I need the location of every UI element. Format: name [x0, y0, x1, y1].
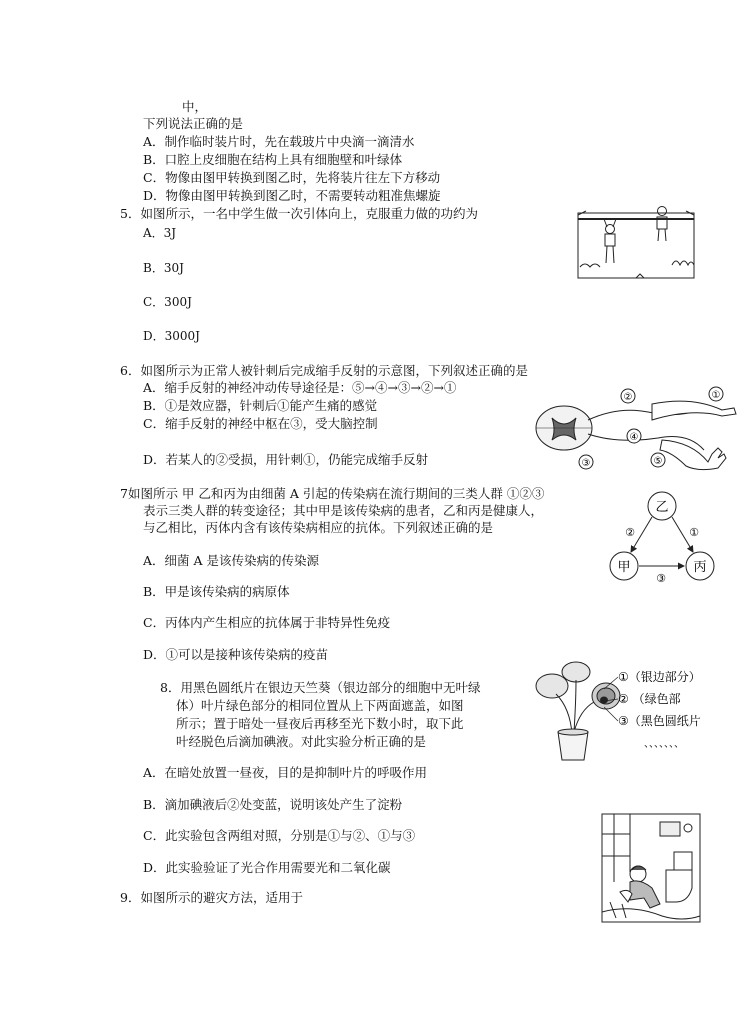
q6-option-c: C．缩手反射的神经中枢在③，受大脑控制 [143, 416, 378, 431]
disaster-shelter-illustration [600, 812, 704, 924]
q7-stem-line1: 7如图所示 甲 乙和丙为由细菌 A 引起的传染病在流行期间的三类人群 ①②③ [120, 486, 545, 501]
q6-stem: 6．如图所示为正常人被针刺后完成缩手反射的示意图，下列叙述正确的是 [120, 363, 528, 378]
q4-option-a: A．制作临时装片时，先在载玻片中央滴一滴清水 [143, 134, 415, 149]
q5-option-a: A．3J [143, 226, 177, 240]
path-label-3: ③ [656, 572, 666, 585]
q8-option-b: B．滴加碘液后②处变蓝，说明该处产生了淀粉 [143, 797, 403, 812]
q5-option-d: D．3000J [143, 329, 200, 343]
q7-stem-line2: 表示三类人群的转变途径；其中甲是该传染病的患者，乙和丙是健康人， [143, 503, 544, 518]
leaf-label-3-tail: 、、、、、、、 [644, 739, 684, 750]
q6-option-a: A．缩手反射的神经冲动传导途径是：⑤→④→③→②→① [143, 380, 457, 395]
q9-stem: 9．如图所示的避灾方法，适用于 [120, 890, 303, 905]
q5-option-c: C．300J [143, 295, 192, 309]
q8-option-a: A．在暗处放置一昼夜，目的是抑制叶片的呼吸作用 [143, 765, 428, 780]
q5-stem: 5．如图所示，一名中学生做一次引体向上，克服重力做的功约为 [120, 206, 478, 221]
q4-fragment: 中， [182, 99, 208, 114]
node-bing: 丙 [693, 560, 707, 575]
reflex-label-1: ① [711, 390, 721, 401]
q8-option-d: D．此实验验证了光合作用需要光和二氧化碳 [143, 860, 391, 875]
q5-option-b: B．30J [143, 261, 184, 275]
reflex-label-2: ② [623, 392, 633, 403]
q7-option-c: C．丙体内产生相应的抗体属于非特异性免疫 [143, 615, 391, 630]
leaf-label-3: ③（黑色圆纸片 [618, 714, 701, 728]
q4-option-c: C．物像由图甲转换到图乙时，先将装片往左下方移动 [143, 170, 441, 185]
node-yi: 乙 [655, 500, 669, 515]
q8-stem-line1: 8．用黑色圆纸片在银边天竺葵（银边部分的细胞中无叶绿 [160, 680, 481, 695]
q8-option-c: C．此实验包含两组对照，分别是①与②、①与③ [143, 828, 416, 843]
q4-option-d: D．物像由图甲转换到图乙时，不需要转动粗准焦螺旋 [143, 188, 441, 203]
q7-stem-line3: 与乙相比，丙体内含有该传染病相应的抗体。下列叙述正确的是 [143, 520, 494, 535]
geranium-labels [604, 665, 734, 751]
reflex-arc-diagram [532, 382, 740, 474]
leaf-label-2: ② （绿色部 [618, 692, 681, 706]
q8-stem-line4: 叶经脱色后滴加碘液。对此实验分析正确的是 [176, 734, 427, 749]
q7-option-d: D．①可以是接种该传染病的疫苗 [143, 647, 329, 662]
pull-up-illustration [576, 205, 698, 281]
path-label-2: ② [625, 526, 635, 539]
reflex-label-5: ⑤ [653, 456, 663, 467]
leaf-label-1: ①（银边部分） [618, 670, 701, 684]
q6-option-b: B．①是效应器，针刺后①能产生痛的感觉 [143, 398, 378, 413]
population-transition-diagram [604, 490, 722, 586]
path-label-1: ① [689, 526, 699, 539]
q7-option-b: B．甲是该传染病的病原体 [143, 584, 290, 599]
q4-stem: 下列说法正确的是 [143, 116, 244, 131]
reflex-label-3: ③ [581, 458, 591, 469]
q7-option-a: A．细菌 A 是该传染病的传染源 [143, 553, 320, 568]
q4-option-b: B．口腔上皮细胞在结构上具有细胞壁和叶绿体 [143, 152, 403, 167]
q8-stem-line3: 所示；置于暗处一昼夜后再移至光下数小时，取下此 [176, 716, 464, 731]
q8-stem-line2: 体）叶片绿色部分的相同位置从上下两面遮盖，如图 [176, 698, 464, 713]
q6-option-d: D．若某人的②受损，用针刺①，仍能完成缩手反射 [143, 452, 429, 467]
node-jia: 甲 [617, 560, 631, 575]
reflex-label-4: ④ [629, 432, 639, 443]
